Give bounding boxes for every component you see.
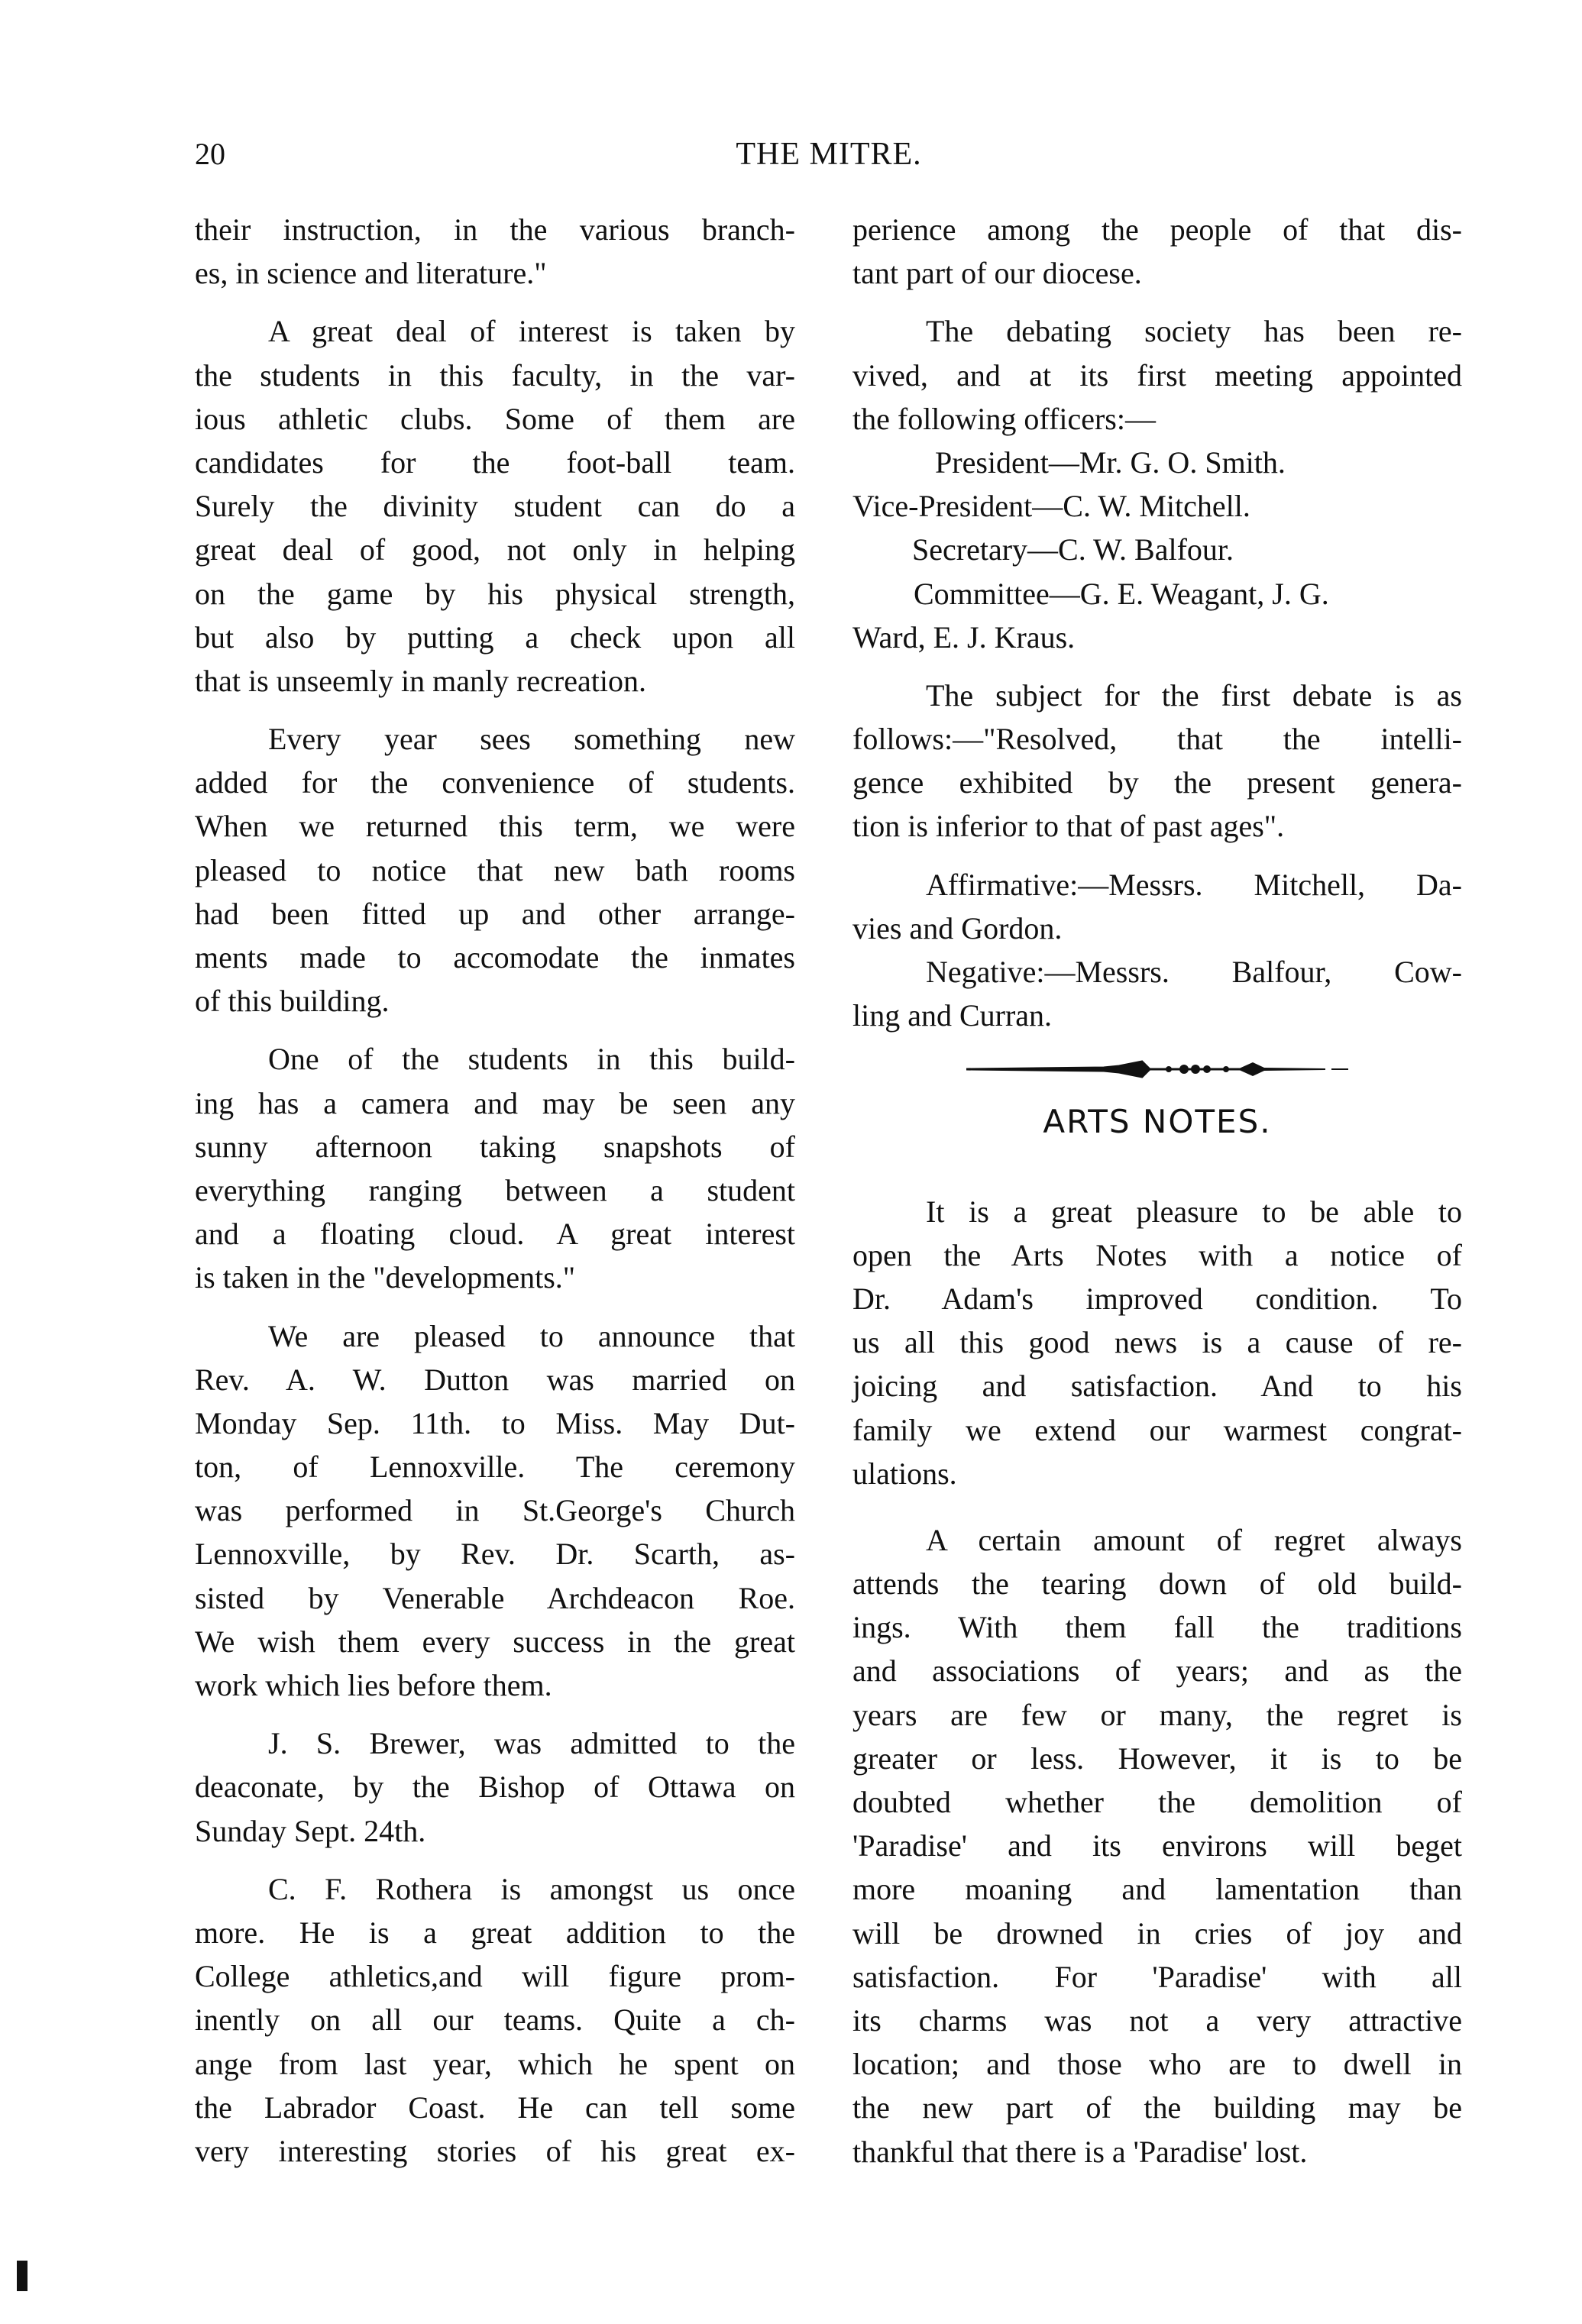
text-line: candidates for the foot-ball team. (195, 444, 795, 480)
text-line: ments made to accomodate the inmates (195, 940, 795, 975)
text-line: The subject for the first debate is as (926, 677, 1462, 713)
text-line: 'Paradise' and its environs will beget (852, 1828, 1462, 1863)
text-line: ange from last year, which he spent on (195, 2046, 795, 2081)
text-line: Lennoxville, by Rev. Dr. Scarth, as- (195, 1537, 795, 1572)
text-line: vived, and at its first meeting appointed (852, 357, 1462, 393)
text-line: is taken in the "developments." (195, 1260, 576, 1295)
paragraph (852, 1518, 1462, 2174)
text-line: very interesting stories of his great ex- (195, 2133, 795, 2168)
text-line: more moaning and lamentation than (852, 1872, 1462, 1907)
text-line: the following officers:— (852, 401, 1156, 436)
text-line: follows:—"Resolved, that the intelli- (852, 722, 1462, 757)
text-line: location; and those who are to dwell in (852, 2047, 1462, 2082)
text-line: greater or less. However, it is to be (852, 1741, 1462, 1776)
text-line: inently on all our teams. Quite a ch- (195, 2002, 795, 2038)
paragraph (195, 1314, 795, 1708)
officer-line: President—Mr. G. O. Smith. (935, 444, 1286, 480)
text-line: deaconate, by the Bishop of Ottawa on (195, 1770, 795, 1805)
text-line: more. He is a great addition to the (195, 1915, 795, 1950)
text-line: Monday Sep. 11th. to Miss. May Dut- (195, 1405, 795, 1440)
text-line: ling and Curran. (852, 998, 1053, 1033)
text-line: and associations of years; and as the (852, 1653, 1462, 1689)
text-line: College athletics,and will figure prom- (195, 1959, 795, 1994)
text-line: was performed in St.George's Church (195, 1493, 795, 1528)
text-line: One of the students in this build- (268, 1042, 795, 1077)
text-line: their instruction, in the various branch- (195, 212, 795, 247)
text-line: We wish them every success in the great (195, 1624, 795, 1659)
text-line: the students in this faculty, in the var- (195, 357, 795, 393)
text-line: years are few or many, the regret is (852, 1697, 1462, 1732)
paragraph (852, 1190, 1462, 1495)
text-line: ings. With them fall the traditions (852, 1610, 1462, 1645)
text-line: and a floating cloud. A great interest (195, 1217, 795, 1252)
text-line: open the Arts Notes with a notice of (852, 1237, 1462, 1272)
text-line: Every year sees something new (268, 722, 795, 757)
text-line: The debating society has been re- (926, 314, 1462, 349)
text-line: Sunday Sept. 24th. (195, 1813, 426, 1848)
text-line: pleased to notice that new bath rooms (195, 852, 795, 887)
text-line: family we extend our warmest congrat- (852, 1412, 1462, 1447)
text-line: gence exhibited by the present genera- (852, 765, 1462, 800)
paragraph (852, 674, 1462, 848)
text-line: will be drowned in cries of joy and (852, 1915, 1462, 1951)
scan-mark (17, 2261, 27, 2291)
text-line: A great deal of interest is taken by (268, 314, 795, 349)
text-line: J. S. Brewer, was admitted to the (268, 1726, 795, 1761)
paragraph (852, 950, 1462, 1037)
text-line: sisted by Venerable Archdeacon Roe. (195, 1580, 795, 1615)
text-line: us all this good news is a cause of re- (852, 1325, 1462, 1360)
text-line: tant part of our diocese. (852, 256, 1142, 291)
text-line: Surely the divinity student can do a (195, 489, 795, 524)
print-specks (852, 1495, 1462, 1518)
text-line: attends the tearing down of old build- (852, 1566, 1462, 1602)
officer-line: Committee—G. E. Weagant, J. G. (914, 576, 1329, 611)
text-line: When we returned this term, we were (195, 809, 795, 844)
text-line: sunny afternoon taking snapshots of (195, 1129, 795, 1164)
text-line: had been fitted up and other arrange- (195, 896, 795, 931)
officers-list (852, 441, 1462, 659)
text-line: Negative:—Messrs. Balfour, Cow- (926, 955, 1462, 989)
text-line: tion is inferior to that of past ages". (852, 809, 1285, 844)
text-line: Dr. Adam's improved condition. To (852, 1281, 1462, 1316)
text-line: ton, of Lennoxville. The ceremony (195, 1450, 795, 1485)
text-line: but also by putting a check upon all (195, 619, 795, 655)
paragraph (852, 309, 1462, 441)
right-column (852, 208, 1462, 2174)
text-line: Affirmative:—Messrs. Mitchell, Da- (926, 867, 1462, 902)
paragraph (195, 309, 795, 703)
paragraph (852, 208, 1462, 295)
text-line: We are pleased to announce that (268, 1318, 795, 1353)
officer-line: Secretary—C. W. Balfour. (912, 532, 1234, 567)
text-line: doubted whether the demolition of (852, 1785, 1462, 1820)
paragraph (195, 208, 795, 295)
text-line: ious athletic clubs. Some of them are (195, 401, 795, 436)
text-line: joicing and satisfaction. And to his (852, 1369, 1462, 1404)
paragraph (195, 1867, 795, 2173)
text-line: It is a great pleasure to be able to (926, 1194, 1462, 1229)
page-title: THE MITRE. (736, 137, 922, 172)
paragraph (852, 863, 1462, 950)
text-line: ulations. (852, 1456, 957, 1491)
text-line: es, in science and literature." (195, 256, 547, 291)
text-line: work which lies before them. (195, 1668, 552, 1702)
text-line: of this building. (195, 984, 390, 1019)
officer-line: Vice-President—C. W. Mitchell. (852, 489, 1250, 524)
left-column (195, 208, 795, 2173)
ornamental-divider (852, 1046, 1462, 1092)
text-line: Rev. A. W. Dutton was married on (195, 1362, 795, 1397)
text-line: satisfaction. For 'Paradise' with all (852, 1959, 1462, 1994)
text-line: on the game by his physical strength, (195, 576, 795, 611)
text-line: perience among the people of that dis- (852, 212, 1462, 247)
paragraph (195, 1721, 795, 1853)
text-line: added for the convenience of students. (195, 765, 795, 800)
officer-line: Ward, E. J. Kraus. (852, 619, 1076, 655)
text-line: ing has a camera and may be seen any (195, 1085, 795, 1120)
text-line: C. F. Rothera is amongst us once (268, 1871, 795, 1906)
text-line: the new part of the building may be (852, 2090, 1462, 2125)
text-line: its charms was not a very attractive (852, 2002, 1462, 2038)
page-number: 20 (195, 137, 225, 171)
text-line: vies and Gordon. (852, 910, 1063, 945)
page-header (195, 136, 1463, 182)
paragraph (195, 717, 795, 1023)
text-line: that is unseemly in manly recreation. (195, 663, 646, 698)
paragraph (195, 1037, 795, 1299)
text-line: everything ranging between a student (195, 1172, 795, 1207)
text-line: thankful that there is a 'Paradise' lost. (852, 2134, 1308, 2169)
text-line: the Labrador Coast. He can tell some (195, 2090, 795, 2125)
text-line: great deal of good, not only in helping (195, 532, 795, 567)
text-line: A certain amount of regret always (926, 1522, 1462, 1557)
section-heading: ARTS NOTES. (1043, 1103, 1272, 1141)
